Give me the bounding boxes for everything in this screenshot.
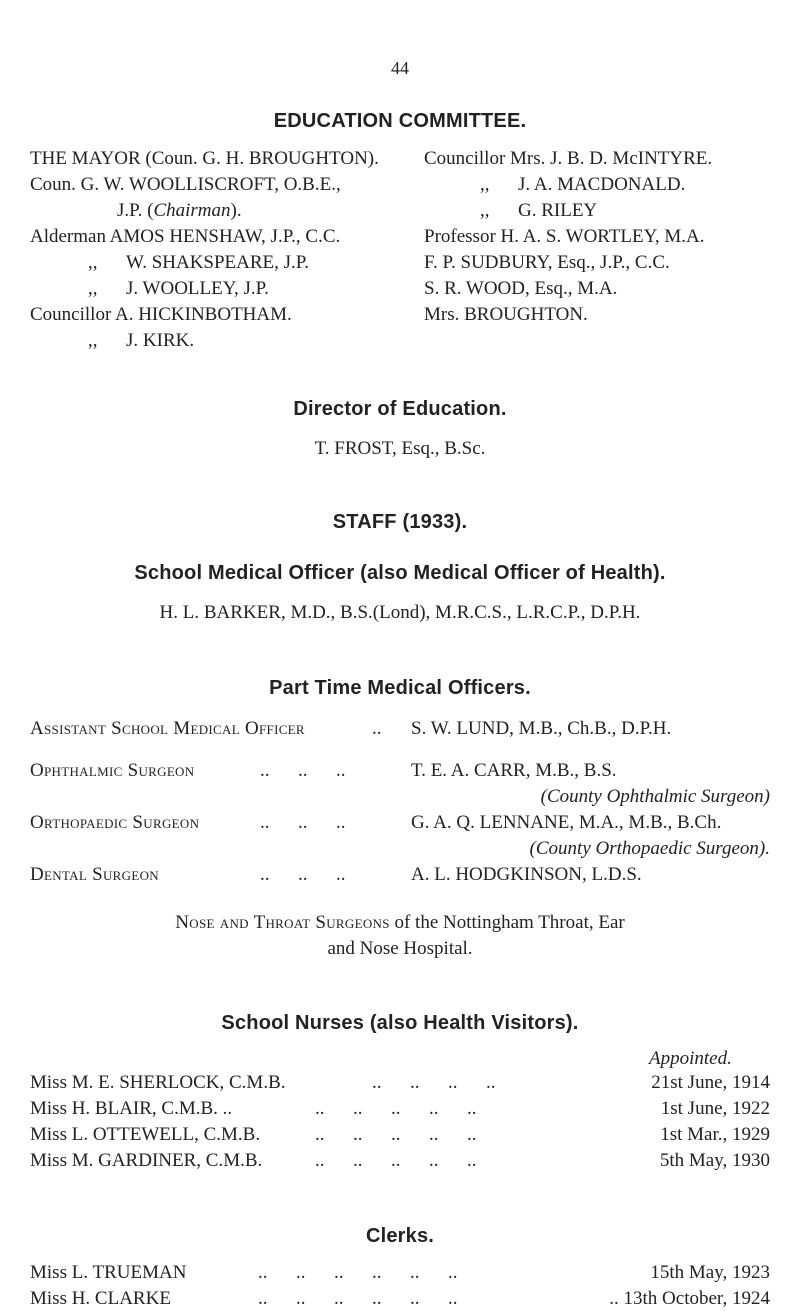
clerk-name: Miss H. CLARKE [30, 1288, 171, 1309]
nurse-name: Miss L. OTTEWELL, C.M.B. [30, 1124, 261, 1145]
appointed-date: 1st Mar., 1929 [660, 1124, 770, 1145]
appointed-label: Appointed. [649, 1048, 732, 1069]
officer-name: G. A. Q. LENNANE, M.A., M.B., B.Ch. [411, 812, 722, 833]
leader-dots: .. .. .. .. .. [315, 1124, 477, 1145]
appointed-date: 1st June, 1922 [660, 1098, 770, 1119]
nurses-title: School Nurses (also Health Visitors). [221, 1012, 579, 1034]
role-label: Orthopaedic Surgeon [30, 812, 200, 833]
ditto-mark: ,, [480, 200, 490, 221]
leader-dots: .. .. .. .. .. [315, 1150, 477, 1171]
committee-member: G. RILEY [518, 200, 598, 221]
leader-dots: .. .. .. [260, 864, 346, 885]
officer-name: A. L. HODGKINSON, L.D.S. [411, 864, 642, 885]
leader-dots: .. .. .. [260, 760, 346, 781]
smo-name: H. L. BARKER, M.D., B.S.(Lond), M.R.C.S., L.R.C.P., D.P.H. [159, 602, 641, 623]
committee-member: Councillor A. HICKINBOTHAM. [30, 304, 292, 325]
clerks-title: Clerks. [365, 1225, 435, 1247]
officer-name: S. W. LUND, M.B., Ch.B., D.P.H. [411, 718, 672, 739]
leader-dots: .. .. .. [260, 812, 346, 833]
committee-member: F. P. SUDBURY, Esq., J.P., C.C. [424, 252, 670, 273]
page-number: 44 [391, 58, 409, 78]
nose-throat-note: Nose and Throat Surgeons of the Nottingham Throat, Ear [175, 912, 625, 933]
director-title: Director of Education. [293, 398, 507, 420]
committee-member: Alderman AMOS HENSHAW, J.P., C.C. [30, 226, 341, 247]
appointed-date: 21st June, 1914 [651, 1072, 770, 1093]
nurse-name: Miss M. E. SHERLOCK, C.M.B. [30, 1072, 286, 1093]
officer-note: (County Ophthalmic Surgeon) [540, 786, 770, 807]
leader-dots: .. .. .. .. .. .. [258, 1262, 458, 1283]
committee-member: Mrs. BROUGHTON. [424, 304, 588, 325]
ditto-mark: ,, [88, 330, 98, 351]
staff-title: STAFF (1933). [332, 511, 468, 533]
leader-dots: .. .. .. .. [372, 1072, 496, 1093]
officer-note: (County Orthopaedic Surgeon). [529, 838, 770, 859]
committee-member: J. WOOLLEY, J.P. [126, 278, 269, 299]
nose-throat-note-cont: and Nose Hospital. [327, 938, 473, 959]
committee-member: J. KIRK. [126, 330, 195, 351]
leader-dots: .. .. .. .. .. [315, 1098, 477, 1119]
role-label: Dental Surgeon [30, 864, 159, 885]
nurse-name: Miss H. BLAIR, C.M.B. .. [30, 1098, 233, 1119]
role-label: Assistant School Medical Officer [30, 718, 305, 739]
committee-member: Professor H. A. S. WORTLEY, M.A. [424, 226, 705, 247]
committee-member: Councillor Mrs. J. B. D. McINTYRE. [424, 148, 713, 169]
ditto-mark: ,, [88, 278, 98, 299]
leader-dots: .. .. .. .. .. .. [258, 1288, 458, 1309]
nurse-name: Miss M. GARDINER, C.M.B. [30, 1150, 263, 1171]
committee-member: J.P. (Chairman). [117, 200, 242, 221]
clerk-date: 15th May, 1923 [650, 1262, 770, 1283]
role-label: Ophthalmic Surgeon [30, 760, 195, 781]
ditto-mark: ,, [88, 252, 98, 273]
committee-member: S. R. WOOD, Esq., M.A. [424, 278, 618, 299]
clerk-date: .. 13th October, 1924 [609, 1288, 770, 1309]
director-name: T. FROST, Esq., B.Sc. [314, 438, 486, 459]
leader-dots: .. [372, 718, 382, 739]
committee-member: Coun. G. W. WOOLLISCROFT, O.B.E., [30, 174, 341, 195]
smo-title: School Medical Officer (also Medical Officer of Health). [134, 562, 666, 584]
appointed-date: 5th May, 1930 [659, 1150, 770, 1171]
committee-member: J. A. MACDONALD. [518, 174, 686, 195]
part-time-title: Part Time Medical Officers. [269, 677, 531, 699]
ditto-mark: ,, [480, 174, 490, 195]
clerk-name: Miss L. TRUEMAN [30, 1262, 187, 1283]
officer-name: T. E. A. CARR, M.B., B.S. [411, 760, 617, 781]
committee-title: EDUCATION COMMITTEE. [273, 110, 527, 132]
committee-member: THE MAYOR (Coun. G. H. BROUGHTON). [30, 148, 379, 169]
committee-member: W. SHAKSPEARE, J.P. [126, 252, 310, 273]
